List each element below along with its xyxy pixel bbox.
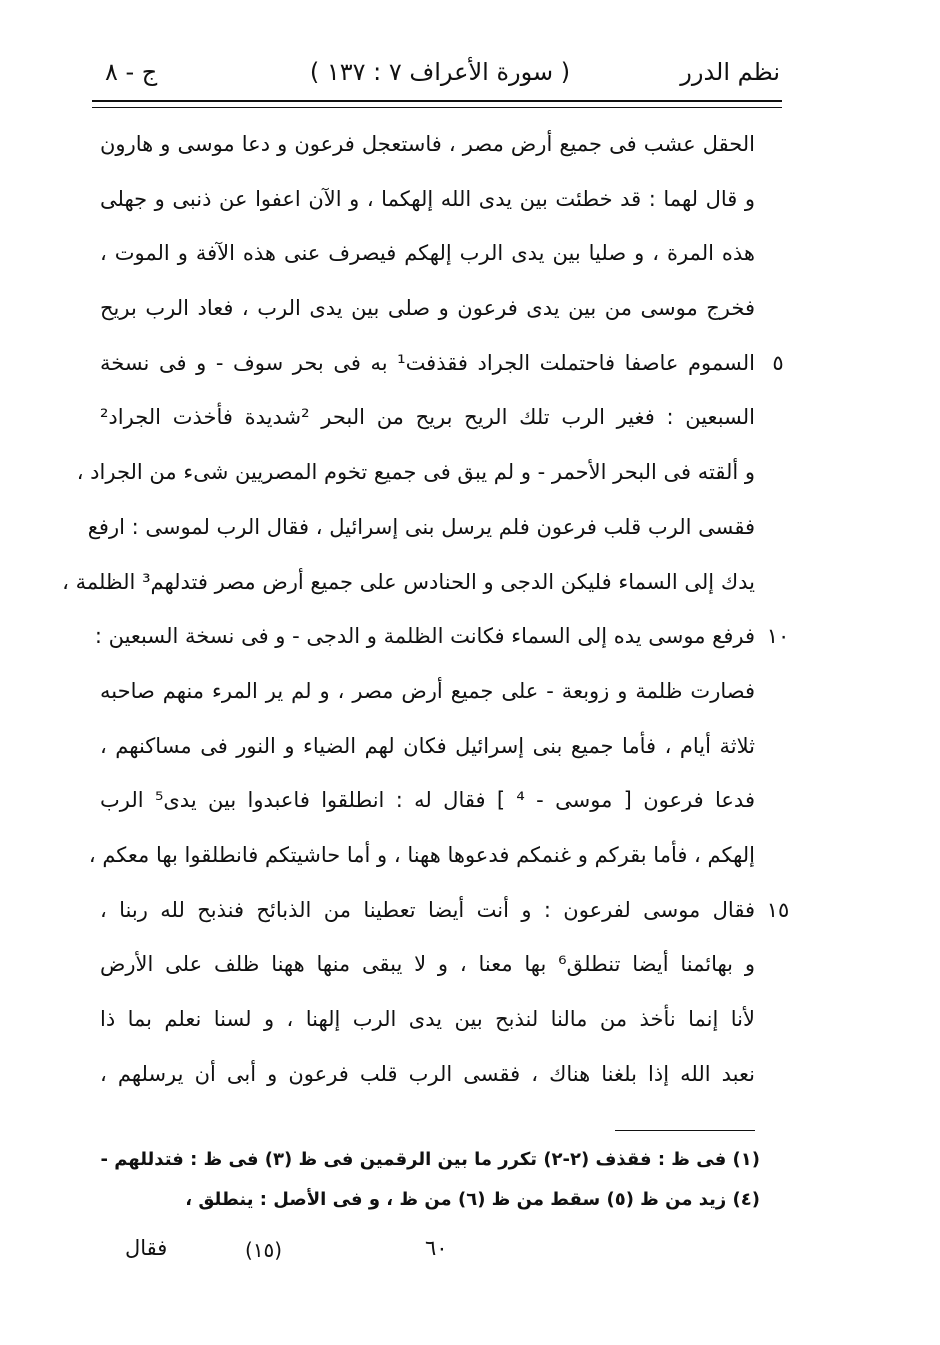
margin-line-number: ١٠: [766, 624, 790, 649]
text-line: السموم عاصفا فاحتملت الجراد فقذفت¹ به فى بحر سوف - و فى نسخة: [100, 350, 755, 375]
text-line: السبعين : فغير الرب تلك الريح بريح من البحر ²شديدة فأخذت الجراد²: [100, 405, 755, 430]
paren-number: (١٥): [245, 1238, 283, 1262]
text-line: فخرج موسى من بين يدى فرعون و صلى بين يدى الرب ، فعاد الرب بريح: [100, 296, 755, 321]
page-number: ٦٠: [425, 1236, 448, 1260]
part-number: ج - ٨: [105, 58, 158, 86]
text-line: فقسى الرب قلب فرعون فلم يرسل بنى إسرائيل ، فقال الرب لموسى : ارفع: [87, 514, 755, 539]
text-line: فقال موسى لفرعون : و أنت أيضا تعطينا من الذبائح فنذبح لله ربنا ،: [100, 897, 755, 922]
page-footer: [100, 1232, 760, 1272]
text-line: ثلاثة أيام ، فأما جميع بنى إسرائيل فكان لهم الضياء و النور فى مساكنهم ،: [100, 733, 755, 758]
text-line: هذه المرة ، و صليا بين يدى الرب إلهكم فيصرف عنى هذه الآفة و الموت ،: [100, 241, 755, 266]
text-line: فدعا فرعون [ موسى - ⁴ ] فقال له : انطلقوا فاعبدوا بين يدى⁵ الرب: [100, 788, 755, 813]
header-rule: [92, 100, 782, 108]
text-line: و قال لهما : قد خطئت بين يدى الله إلهكما ، و الآن اعفوا عن ذنبى و جهلى: [100, 186, 755, 211]
footnote-rule: [615, 1130, 755, 1131]
text-line: لأنا إنما نأخذ من مالنا لنذبح بين يدى الرب إلهنا ، و لسنا نعلم بما ذا: [100, 1007, 755, 1031]
catchword: فقال: [125, 1236, 168, 1260]
surah-reference: ( سورة الأعراف ٧ : ١٣٧ ): [309, 58, 571, 86]
text-line: الحقل عشب فى جميع أرض مصر ، فاستعجل فرعون و دعا موسى و هارون: [100, 132, 755, 156]
footnotes: [100, 1140, 760, 1220]
text-line: يدك إلى السماء فليكن الدجى و الحنادس على جميع أرض مصر فتدلهم³ الظلمة ،: [62, 569, 755, 594]
footnote-line: (١) فى ظ : فقذف (٢-٢) تكرر ما بين الرقمين فى ظ (٣) فى ظ : فتدللهم -: [100, 1149, 760, 1170]
text-line: إلهكم ، فأما بقركم و غنمكم فدعوها ههنا ، و أما حاشيتكم فانطلقوا بها معكم ،: [88, 842, 755, 867]
margin-line-number: ١٥: [766, 897, 790, 922]
body-text: [62, 117, 755, 1101]
text-line: نعبد الله إذا بلغنا هناك ، فقسى الرب قلب فرعون و أبى أن يرسلهم ،: [100, 1061, 755, 1086]
book-title: نظم الدرر: [680, 58, 780, 86]
text-line: فرفع موسى يده إلى السماء فكانت الظلمة و الدجى - و فى نسخة السبعين :: [94, 624, 755, 649]
footnote-line: (٤) زيد من ظ (٥) سقط من ظ (٦) من ظ ، و فى الأصل : ينطلق ،: [185, 1189, 760, 1210]
text-line: و بهائمنا أيضا تنطلق⁶ بها معنا ، و لا يبقى منها ههنا ظلف على الأرض: [100, 952, 755, 977]
running-header: [95, 52, 785, 102]
text-line: و ألقته فى البحر الأحمر - و لم يبق فى جميع تخوم المصريين شىء من الجراد ،: [76, 460, 755, 485]
margin-line-number: ٥: [772, 350, 784, 375]
text-line: فصارت ظلمة و زوبعة - على جميع أرض مصر ، و لم ير المرء منهم صاحبه: [100, 678, 755, 703]
